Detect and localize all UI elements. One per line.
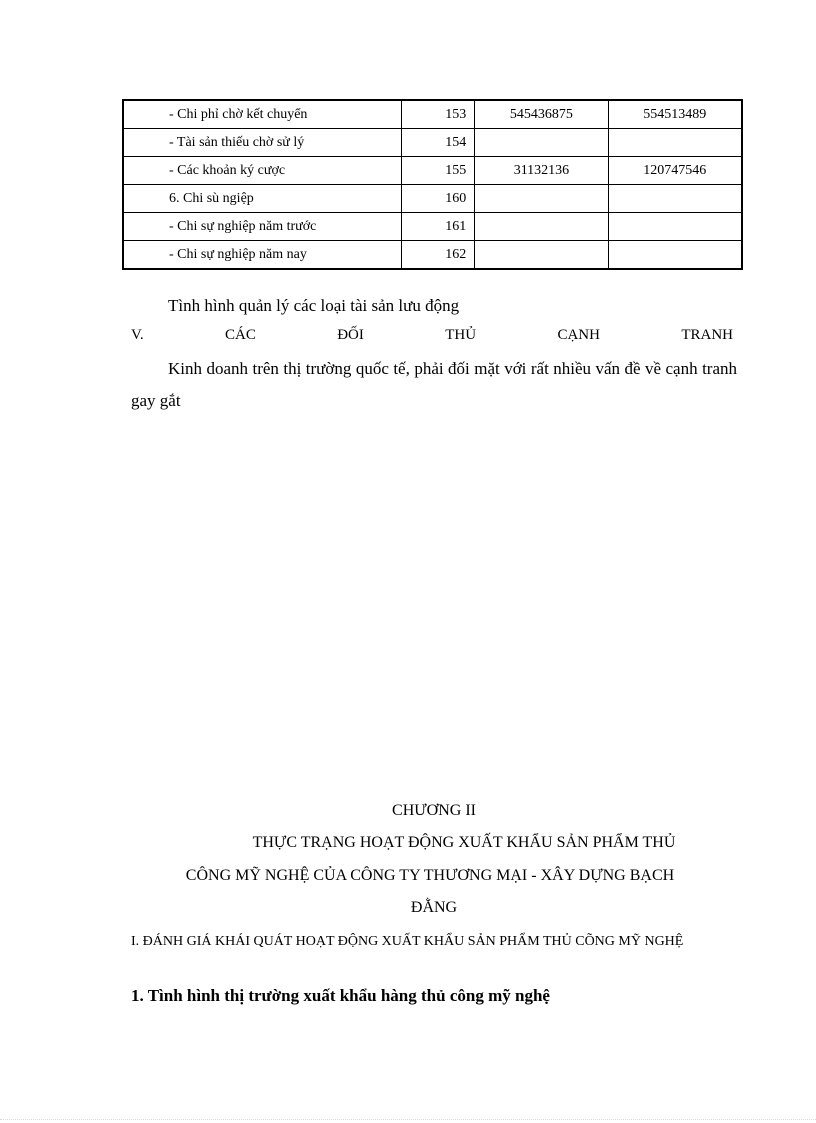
section-i-heading: I. ĐÁNH GIÁ KHÁI QUÁT HOẠT ĐỘNG XUẤT KHẨU SẢN PHẨM THỦ CÕNG MỸ NGHỆ (131, 934, 684, 949)
table-row (123, 213, 742, 241)
row-name: - Tài sản thiếu chờ sử lý (123, 129, 401, 157)
row-value-end (608, 129, 742, 157)
section-v-word: CẠNH (557, 327, 600, 343)
row-name: - Chi sự nghiệp năm trước (123, 213, 401, 241)
row-code: 154 (401, 129, 475, 157)
row-value-begin: 545436875 (475, 100, 608, 129)
chapter-title: CHƯƠNG II (392, 802, 476, 819)
section-v-word: CÁC (225, 327, 256, 343)
row-value-end (608, 185, 742, 213)
table-row (123, 185, 742, 213)
row-value-begin: 31132136 (475, 157, 608, 185)
table-row (123, 100, 742, 129)
row-value-end: 554513489 (608, 100, 742, 129)
chapter-heading-line: ĐẰNG (410, 899, 458, 916)
section-v-word: TRANH (681, 327, 733, 343)
section-v-number: V. (131, 327, 144, 343)
row-value-end (608, 213, 742, 241)
section-v-word: ĐỐI (337, 327, 364, 343)
chapter-heading-line: CÔNG MỸ NGHỆ CỦA CÔNG TY THƯƠNG MẠI - XÂY DỰNG BẠCH (185, 867, 675, 884)
table-row (123, 157, 742, 185)
row-value-begin (475, 213, 608, 241)
section-v-word: THỦ (445, 327, 477, 343)
asset-management-line: Tình hình quản lý các loại tài sản lưu động (168, 296, 460, 315)
chapter-heading-line: THỰC TRẠNG HOẠT ĐỘNG XUẤT KHẨU SẢN PHẨM THỦ (252, 834, 676, 851)
row-code: 162 (401, 241, 475, 270)
row-code: 155 (401, 157, 475, 185)
row-value-begin (475, 129, 608, 157)
row-value-end: 120747546 (608, 157, 742, 185)
row-value-begin (475, 185, 608, 213)
row-value-end (608, 241, 742, 270)
table-row (123, 241, 742, 270)
row-code: 161 (401, 213, 475, 241)
page-bottom-divider (0, 1119, 816, 1120)
body-paragraph: Kinh doanh trên thị trường quốc tế, phải đối mặt với rất nhiều vấn đề về cạnh tranh gay gắt (131, 359, 737, 410)
row-name: 6. Chi sù ngiệp (123, 185, 401, 213)
section-v-heading (131, 327, 733, 344)
row-name: - Chi sự nghiệp năm nay (123, 241, 401, 270)
subheading-market: 1. Tình hình thị trường xuất khẩu hàng thủ công mỹ nghệ (131, 986, 550, 1005)
row-name: - Các khoản ký cược (123, 157, 401, 185)
row-value-begin (475, 241, 608, 270)
row-code: 160 (401, 185, 475, 213)
row-code: 153 (401, 100, 475, 129)
row-name: - Chi phỉ chờ kết chuyển (123, 100, 401, 129)
asset-table (122, 99, 743, 270)
table-row (123, 129, 742, 157)
